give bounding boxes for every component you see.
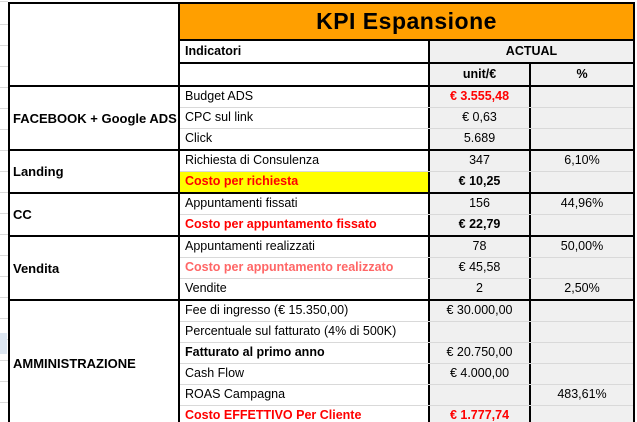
table-row (180, 363, 633, 384)
pct-value-cell[interactable]: 2,50% (531, 279, 633, 299)
unit-value-cell[interactable]: € 20.750,00 (430, 343, 531, 363)
pct-value-cell[interactable] (531, 301, 633, 321)
table-row (180, 214, 633, 235)
group-rows (180, 237, 633, 299)
table-row (180, 107, 633, 128)
table-row (180, 171, 633, 192)
pct-value-cell[interactable] (531, 129, 633, 149)
group-rows (180, 194, 633, 235)
unit-value-cell[interactable]: € 30.000,00 (430, 301, 531, 321)
header-right-block (180, 4, 633, 85)
group-block (10, 151, 633, 194)
group-block (10, 301, 633, 422)
table-row (180, 151, 633, 171)
table-row (180, 278, 633, 299)
corner-empty-cell[interactable] (10, 4, 180, 85)
indicator-cell[interactable]: Vendite (180, 279, 430, 299)
table-header (10, 4, 633, 87)
table-row (180, 257, 633, 278)
pct-value-cell[interactable]: 6,10% (531, 151, 633, 171)
group-rows (180, 87, 633, 149)
indicator-cell[interactable]: Costo per appuntamento fissato (180, 215, 430, 235)
pct-value-cell[interactable]: 483,61% (531, 385, 633, 405)
table-row (180, 405, 633, 422)
unit-value-cell[interactable]: 78 (430, 237, 531, 257)
pct-value-cell[interactable] (531, 364, 633, 384)
indicator-cell[interactable]: Fee di ingresso (€ 15.350,00) (180, 301, 430, 321)
unit-value-cell[interactable]: € 1.777,74 (430, 406, 531, 422)
group-block (10, 87, 633, 151)
table-row (180, 384, 633, 405)
pct-value-cell[interactable] (531, 343, 633, 363)
column-header-indicatori[interactable]: Indicatori (180, 41, 430, 62)
indicator-cell[interactable]: Costo EFFETTIVO Per Cliente (180, 406, 430, 422)
adjacent-cell-highlight (0, 333, 7, 354)
pct-value-cell[interactable] (531, 258, 633, 278)
pct-value-cell[interactable] (531, 87, 633, 107)
kpi-table (8, 2, 635, 422)
indicator-cell[interactable]: Appuntamenti fissati (180, 194, 430, 214)
pct-value-cell[interactable] (531, 172, 633, 192)
indicator-cell[interactable]: CPC sul link (180, 108, 430, 128)
header-empty-cell[interactable] (180, 64, 430, 85)
group-label[interactable]: CC (10, 194, 180, 235)
unit-value-cell[interactable]: € 10,25 (430, 172, 531, 192)
indicator-cell[interactable]: Cash Flow (180, 364, 430, 384)
table-row (180, 194, 633, 214)
group-label[interactable]: AMMINISTRAZIONE (10, 301, 180, 422)
pct-value-cell[interactable] (531, 215, 633, 235)
table-row (180, 87, 633, 107)
group-label[interactable]: FACEBOOK + Google ADS (10, 87, 180, 149)
indicator-cell[interactable]: Richiesta di Consulenza (180, 151, 430, 171)
unit-value-cell[interactable]: 5.689 (430, 129, 531, 149)
pct-value-cell[interactable] (531, 322, 633, 342)
column-header-unit[interactable]: unit/€ (430, 64, 531, 85)
unit-value-cell[interactable]: 2 (430, 279, 531, 299)
table-title: KPI Espansione (180, 4, 633, 41)
unit-value-cell[interactable]: 156 (430, 194, 531, 214)
indicator-cell[interactable]: ROAS Campagna (180, 385, 430, 405)
pct-value-cell[interactable]: 44,96% (531, 194, 633, 214)
column-header-pct[interactable]: % (531, 64, 633, 85)
indicator-cell[interactable]: Fatturato al primo anno (180, 343, 430, 363)
indicator-cell[interactable]: Percentuale sul fatturato (4% di 500K) (180, 322, 430, 342)
unit-value-cell[interactable]: € 3.555,48 (430, 87, 531, 107)
table-body (10, 87, 633, 422)
header-row-labels (180, 41, 633, 64)
group-rows (180, 301, 633, 422)
group-block (10, 194, 633, 237)
indicator-cell[interactable]: Click (180, 129, 430, 149)
unit-value-cell[interactable]: 347 (430, 151, 531, 171)
table-row (180, 342, 633, 363)
group-label[interactable]: Vendita (10, 237, 180, 299)
column-header-actual[interactable]: ACTUAL (430, 41, 633, 62)
table-row (180, 128, 633, 149)
group-block (10, 237, 633, 301)
unit-value-cell[interactable]: € 22,79 (430, 215, 531, 235)
pct-value-cell[interactable]: 50,00% (531, 237, 633, 257)
table-row (180, 237, 633, 257)
indicator-cell[interactable]: Costo per richiesta (180, 172, 430, 192)
indicator-cell[interactable]: Appuntamenti realizzati (180, 237, 430, 257)
unit-value-cell[interactable]: € 0,63 (430, 108, 531, 128)
group-label[interactable]: Landing (10, 151, 180, 192)
pct-value-cell[interactable] (531, 406, 633, 422)
table-row (180, 301, 633, 321)
header-row-subcolumns (180, 64, 633, 85)
left-gridline-strip (0, 0, 8, 422)
indicator-cell[interactable]: Budget ADS (180, 87, 430, 107)
unit-value-cell[interactable] (430, 322, 531, 342)
unit-value-cell[interactable]: € 4.000,00 (430, 364, 531, 384)
unit-value-cell[interactable] (430, 385, 531, 405)
unit-value-cell[interactable]: € 45,58 (430, 258, 531, 278)
pct-value-cell[interactable] (531, 108, 633, 128)
group-rows (180, 151, 633, 192)
indicator-cell[interactable]: Costo per appuntamento realizzato (180, 258, 430, 278)
table-row (180, 321, 633, 342)
